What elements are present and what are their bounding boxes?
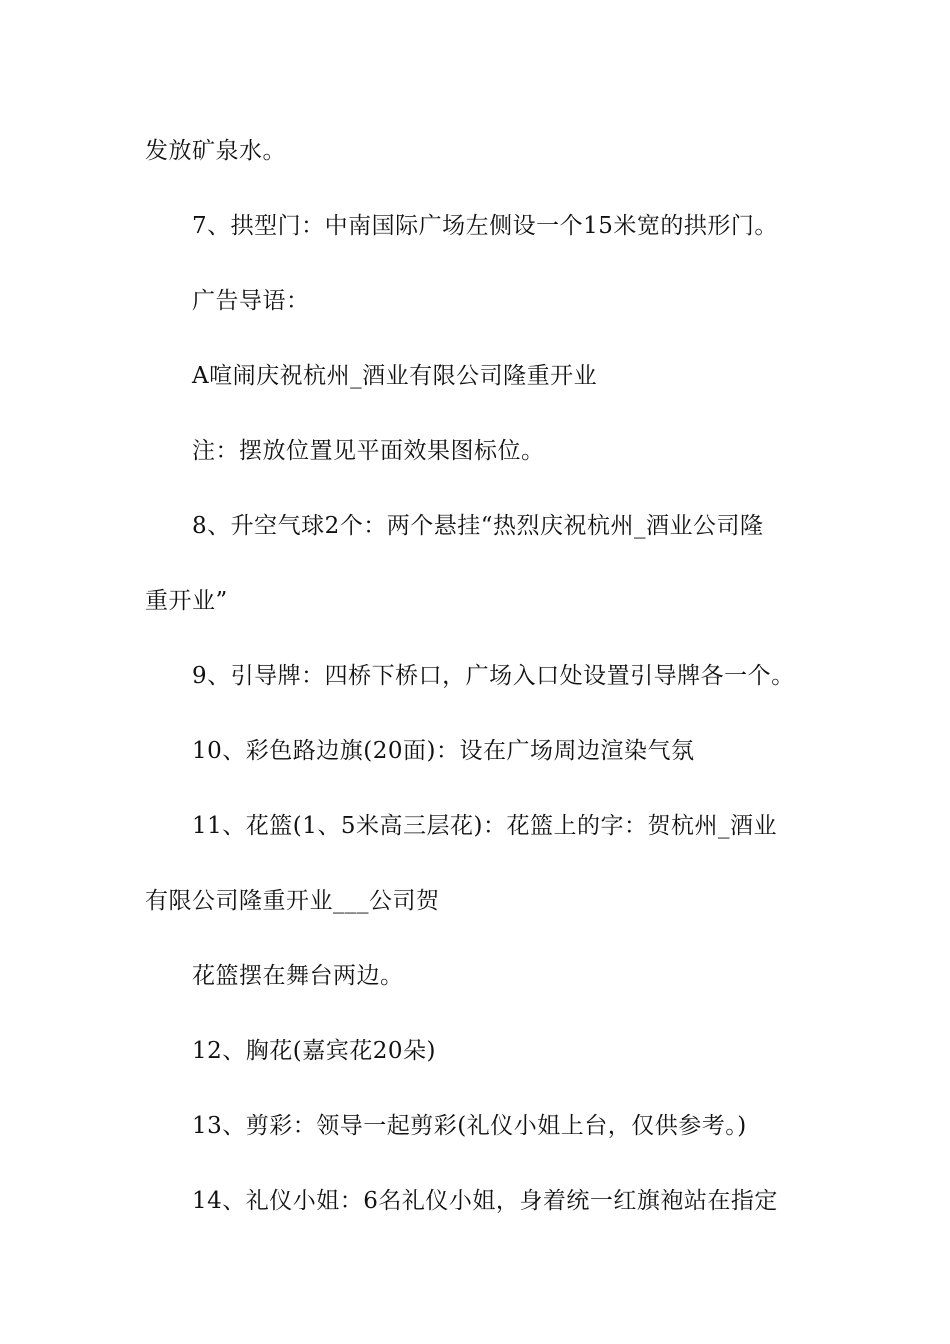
paragraph-line: 8、升空气球2个：两个悬挂“热烈庆祝杭州_酒业公司隆: [192, 513, 764, 539]
paragraph-line: 14、礼仪小姐：6名礼仪小姐，身着统一红旗袍站在指定: [192, 1188, 778, 1214]
paragraph-line: 13、剪彩：领导一起剪彩(礼仪小姐上台，仅供参考。): [192, 1113, 747, 1139]
paragraph-line: 9、引导牌：四桥下桥口，广场入口处设置引导牌各一个。: [192, 663, 795, 689]
paragraph-line: 重开业”: [145, 588, 228, 614]
paragraph-line: 12、胸花(嘉宾花20朵): [192, 1038, 436, 1064]
paragraph-line: 11、花篮(1、5米高三层花)：花篮上的字：贺杭州_酒业: [192, 813, 777, 839]
paragraph-line: 10、彩色路边旗(20面)：设在广场周边渲染气氛: [192, 738, 695, 764]
paragraph-line: 广告导语：: [192, 288, 310, 314]
paragraph-line: 花篮摆在舞台两边。: [192, 963, 404, 989]
paragraph-line: A喧闹庆祝杭州_酒业有限公司隆重开业: [192, 363, 598, 389]
paragraph-line: 7、拱型门：中南国际广场左侧设一个15米宽的拱形门。: [192, 213, 778, 239]
paragraph-line: 有限公司隆重开业___公司贺: [145, 888, 440, 914]
paragraph-line: 发放矿泉水。: [145, 138, 286, 164]
paragraph-line: 注：摆放位置见平面效果图标位。: [192, 438, 545, 464]
